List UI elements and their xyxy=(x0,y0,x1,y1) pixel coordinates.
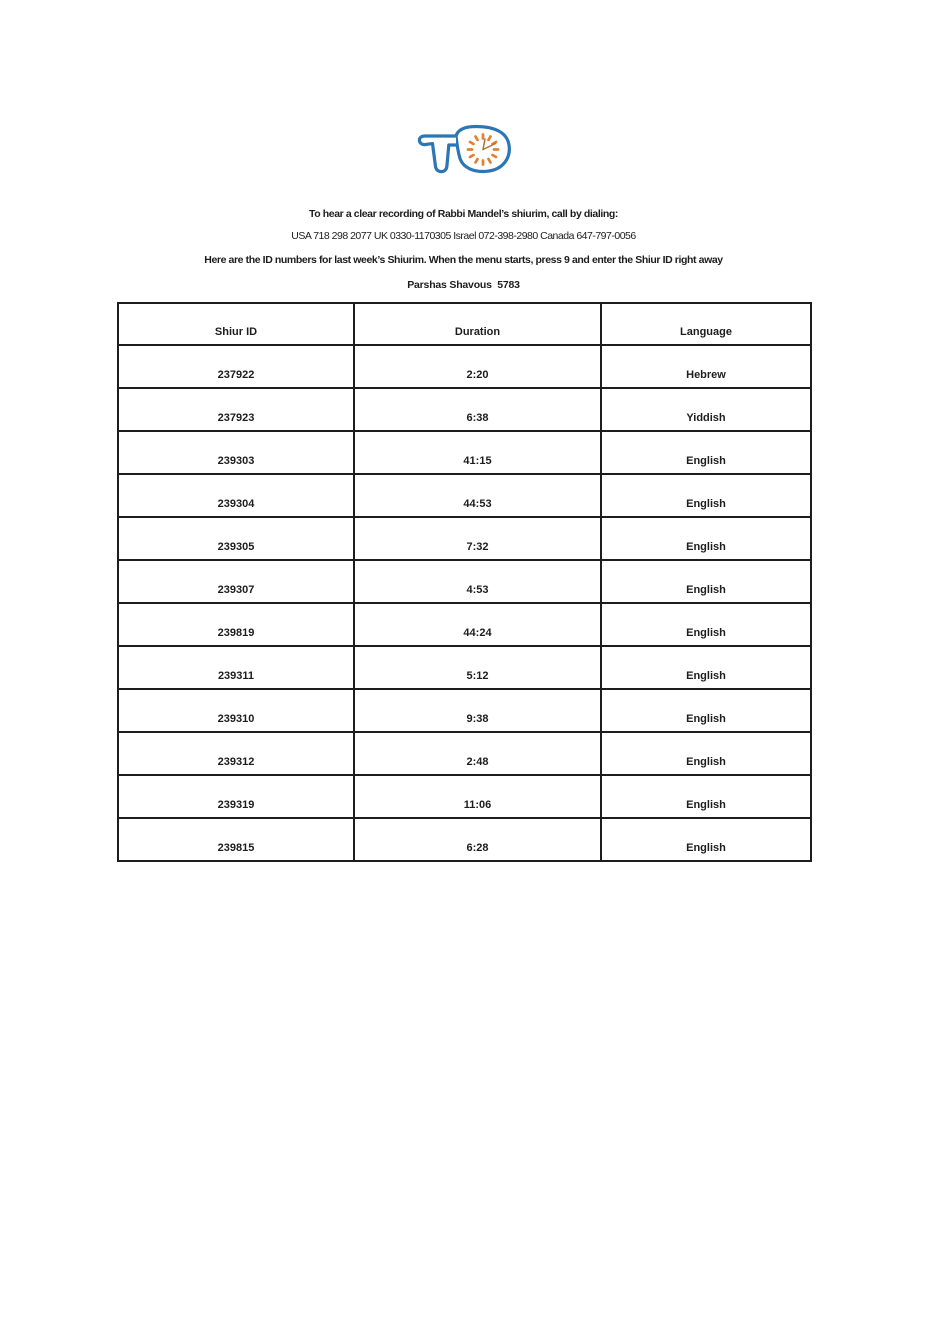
cell-language: English xyxy=(601,474,811,517)
table-row xyxy=(118,517,811,560)
cell-duration: 41:15 xyxy=(354,431,601,474)
cell-shiur-id: 239319 xyxy=(118,775,354,818)
table-row xyxy=(118,689,811,732)
table-row xyxy=(118,474,811,517)
cell-language: Hebrew xyxy=(601,345,811,388)
table-row xyxy=(118,560,811,603)
shiur-id-instructions: Here are the ID numbers for last week’s Shiurim. When the menu starts, press 9 and enter the Shiur ID right away xyxy=(204,254,723,266)
cell-duration: 4:53 xyxy=(354,560,601,603)
cell-duration: 44:24 xyxy=(354,603,601,646)
header-row xyxy=(118,303,811,345)
parsha-title: Parshas Shavous 5783 xyxy=(407,279,520,291)
cell-language: English xyxy=(601,775,811,818)
table-row xyxy=(118,345,811,388)
cell-duration: 9:38 xyxy=(354,689,601,732)
cell-shiur-id: 239312 xyxy=(118,732,354,775)
column-header-language: Language xyxy=(601,303,811,345)
table-row xyxy=(118,603,811,646)
cell-duration: 7:32 xyxy=(354,517,601,560)
document-page xyxy=(0,124,927,1324)
cell-shiur-id: 239304 xyxy=(118,474,354,517)
cell-shiur-id: 239305 xyxy=(118,517,354,560)
table-row xyxy=(118,775,811,818)
cell-shiur-id: 237922 xyxy=(118,345,354,388)
call-instructions-heading: To hear a clear recording of Rabbi Mandel’s shiurim, call by dialing: xyxy=(308,208,619,220)
cell-shiur-id: 239307 xyxy=(118,560,354,603)
cell-shiur-id: 237923 xyxy=(118,388,354,431)
table-row xyxy=(118,646,811,689)
cell-shiur-id: 239303 xyxy=(118,431,354,474)
phone-numbers-line: USA 718 298 2077 UK 0330-1170305 Israel 072-398-2980 Canada 647-797-0056 xyxy=(291,230,636,242)
cell-language: English xyxy=(601,646,811,689)
shiurim-table xyxy=(117,302,812,862)
cell-language: English xyxy=(601,431,811,474)
cell-duration: 5:12 xyxy=(354,646,601,689)
cell-duration: 44:53 xyxy=(354,474,601,517)
cell-shiur-id: 239310 xyxy=(118,689,354,732)
tc-clock-logo xyxy=(416,124,512,176)
table-row xyxy=(118,732,811,775)
table-row xyxy=(118,388,811,431)
column-header-duration: Duration xyxy=(354,303,601,345)
cell-language: English xyxy=(601,560,811,603)
table-row xyxy=(118,818,811,861)
letter-t xyxy=(419,136,456,172)
cell-duration: 2:20 xyxy=(354,345,601,388)
cell-language: English xyxy=(601,689,811,732)
cell-duration: 11:06 xyxy=(354,775,601,818)
cell-shiur-id: 239311 xyxy=(118,646,354,689)
column-header-shiur-id: Shiur ID xyxy=(118,303,354,345)
table-row xyxy=(118,431,811,474)
cell-duration: 6:38 xyxy=(354,388,601,431)
cell-language: English xyxy=(601,818,811,861)
cell-language: English xyxy=(601,603,811,646)
cell-language: Yiddish xyxy=(601,388,811,431)
cell-language: English xyxy=(601,517,811,560)
cell-duration: 6:28 xyxy=(354,818,601,861)
cell-shiur-id: 239815 xyxy=(118,818,354,861)
cell-shiur-id: 239819 xyxy=(118,603,354,646)
cell-duration: 2:48 xyxy=(354,732,601,775)
clock-icon xyxy=(456,127,509,172)
cell-language: English xyxy=(601,732,811,775)
